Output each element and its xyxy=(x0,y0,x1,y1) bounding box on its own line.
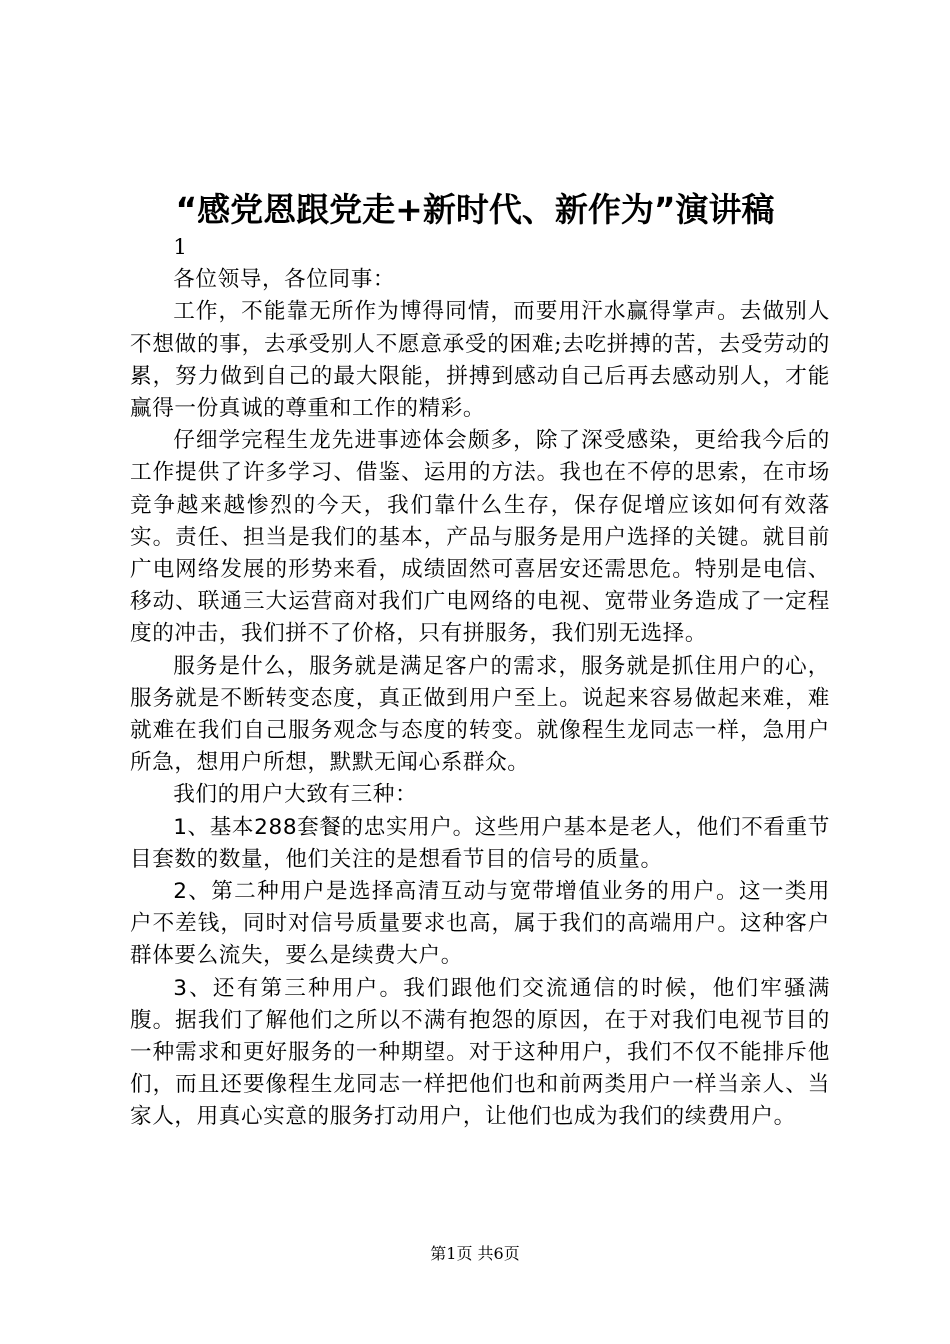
section-number: 1 xyxy=(173,235,188,260)
list-item-heading: 3、还有第三种用户。 xyxy=(173,975,404,1001)
document-title: “感党恩跟党走+新时代、新作为”演讲稿 xyxy=(175,190,775,229)
list-item xyxy=(130,812,830,876)
list-item-text: 我们跟他们交流通信的时候，他们牢骚满腹。据我们了解他们之所以不满有抱怨的原因，在于对我们电视节目的一种需求和更好服务的一种期望。对于这种用户，我们不仅不能排斥他们，而且还要像程生龙同志一样把他们也和前两类用户一样当亲人、当家人，用真心实意的服务打动用户，让他们也成为我们的续费用户。 xyxy=(130,975,830,1130)
list-item-heading: 1、基本288套餐的忠实用户。 xyxy=(173,814,475,840)
list-item-text: 这些用户基本是老人，他们不看重节目套数的数量，他们关注的是想看节目的信号的质量。 xyxy=(130,814,830,872)
paragraph: 我们的用户大致有三种： xyxy=(173,782,418,808)
list-item-heading: 2、第二种用户是选择高清互动与宽带增值业务的用户。 xyxy=(173,879,739,905)
paragraph: 工作，不能靠无所作为博得同情，而要用汗水赢得掌声。去做别人不想做的事，去承受别人不愿意承受的困难;去吃拼搏的苦，去受劳动的累，努力做到自己的最大限能，拼搏到感动自己后再去感动别人，才能赢得一份真诚的尊重和工作的精彩。 xyxy=(130,299,830,422)
list-item-text: 这一类用户不差钱，同时对信号质量要求也高，属于我们的高端用户。这种客户群体要么流失，要么是续费大户。 xyxy=(130,879,830,969)
list-item xyxy=(130,876,830,973)
list-item xyxy=(130,973,830,1134)
page-footer: 第1页 共6页 xyxy=(430,1244,520,1263)
document-body xyxy=(130,232,830,1134)
salutation: 各位领导，各位同事： xyxy=(173,267,396,293)
paragraph: 服务是什么，服务就是满足客户的需求，服务就是抓住用户的心，服务就是不断转变态度，真正做到用户至上。说起来容易做起来难，难就难在我们自己服务观念与态度的转变。就像程生龙同志一样，急用户所急，想用户所想，默默无闻心系群众。 xyxy=(130,653,830,776)
paragraph: 仔细学完程生龙先进事迹体会颇多，除了深受感染，更给我今后的工作提供了许多学习、借鉴、运用的方法。我也在不停的思索，在市场竞争越来越惨烈的今天，我们靠什么生存，保存促增应该如何有效落实。责任、担当是我们的基本，产品与服务是用户选择的关键。就目前广电网络发展的形势来看，成绩固然可喜居安还需思危。特别是电信、移动、联通三大运营商对我们广电网络的电视、宽带业务造成了一定程度的冲击，我们拼不了价格，只有拼服务，我们别无选择。 xyxy=(130,428,830,647)
